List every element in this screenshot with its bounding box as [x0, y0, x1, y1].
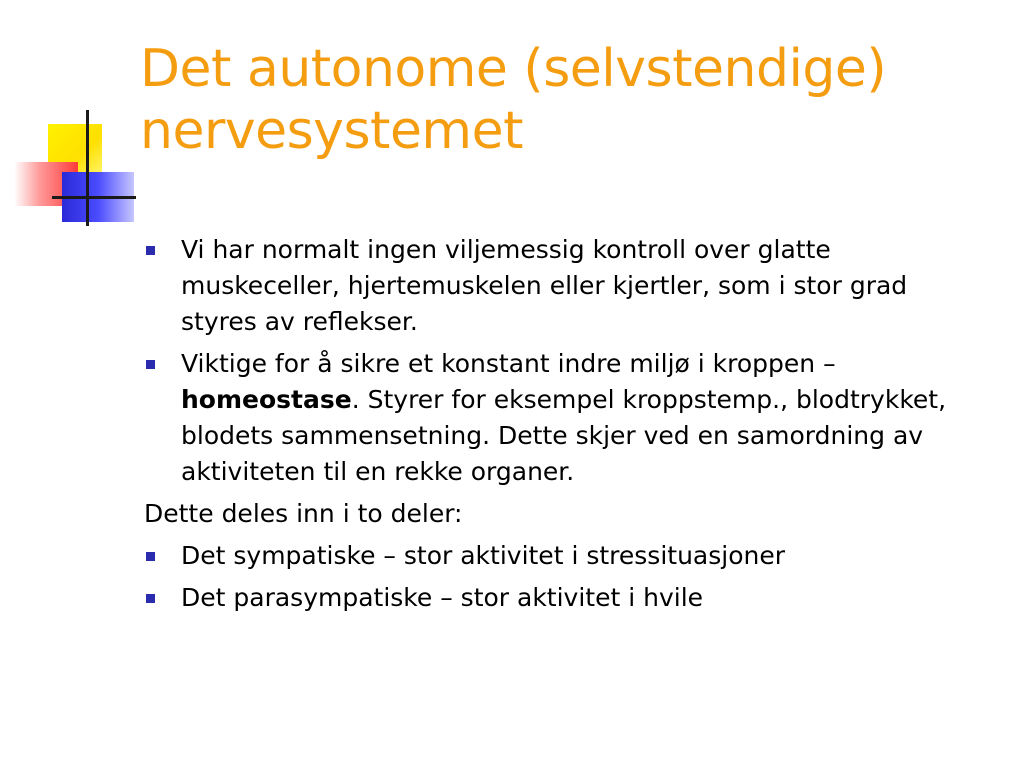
bullet-item [144, 346, 984, 490]
decorative-horizontal-line [52, 196, 136, 199]
bullet-text-after: . Styrer for eksempel kroppstemp., blodtrykket, blodets sammensetning. Dette skjer ved en samordning av aktiviteten til en rekke organer. [181, 385, 947, 486]
bullet-text: Det sympatiske – stor aktivitet i stressituasjoner [181, 541, 786, 570]
slide-title-line-2: nervesystemet [140, 101, 523, 161]
plain-text-line: Dette deles inn i to deler: [144, 499, 463, 528]
bullet-item [144, 538, 984, 574]
bullet-item [144, 580, 984, 616]
square-bullet-icon [146, 360, 155, 369]
bullet-item [144, 232, 984, 340]
bullet-bold-term: homeostase [181, 385, 352, 414]
square-bullet-icon [146, 594, 155, 603]
slide-title-line-1: Det autonome (selvstendige) [140, 39, 887, 99]
square-bullet-icon [146, 246, 155, 255]
bullet-text: Vi har normalt ingen viljemessig kontroll over glatte muskeceller, hjertemuskelen eller kjertler, som i stor grad styres av reflekser. [181, 235, 908, 336]
bullet-text-before: Viktige for å sikre et konstant indre miljø i kroppen – [181, 349, 836, 378]
slide-title [140, 38, 1000, 162]
slide-body [144, 232, 984, 622]
square-bullet-icon [146, 552, 155, 561]
bullet-text: Det parasympatiske – stor aktivitet i hvile [181, 583, 704, 612]
decorative-vertical-line [86, 110, 89, 226]
